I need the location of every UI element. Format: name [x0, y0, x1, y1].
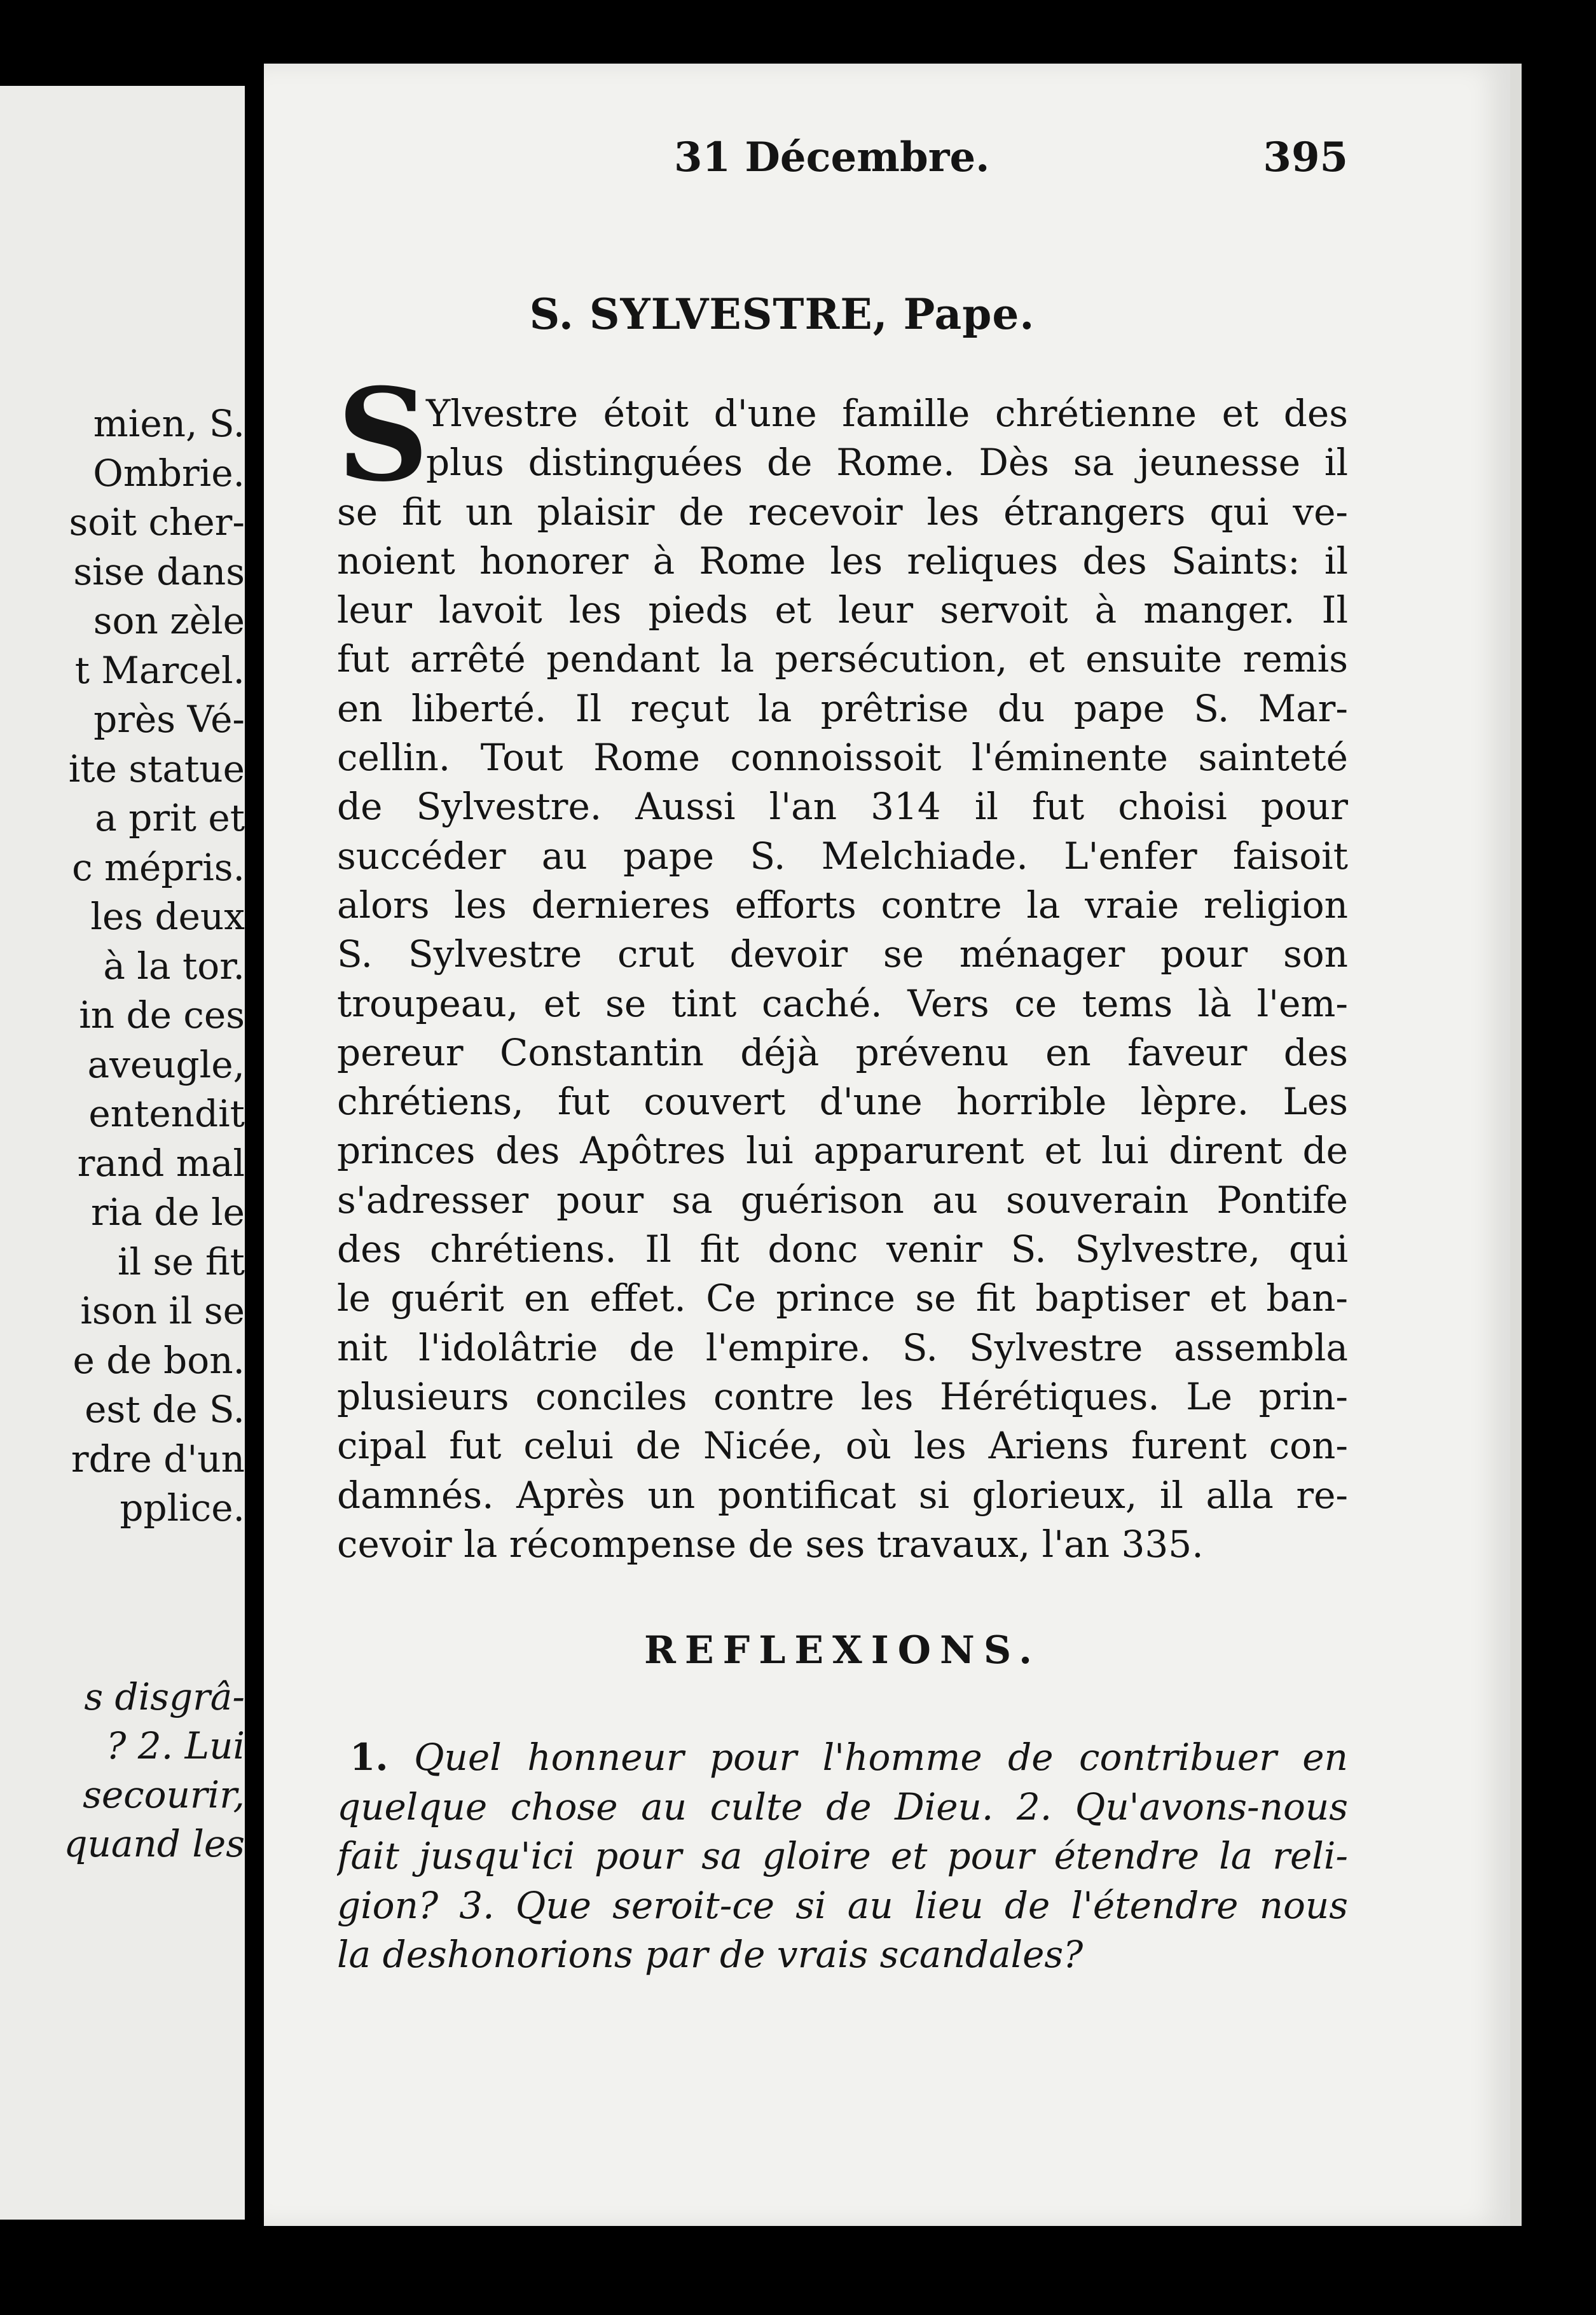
facing-page-line: entendit	[88, 1092, 245, 1135]
running-title: 31 Décembre.	[674, 134, 990, 181]
facing-page-line: aveugle,	[87, 1042, 245, 1086]
facing-page-line: Ombrie.	[93, 451, 245, 495]
facing-page-line: rdre d'un	[71, 1437, 245, 1481]
facing-page-line: son zèle	[93, 599, 245, 642]
facing-page-left	[0, 86, 245, 2220]
facing-page-line: in de ces	[79, 993, 245, 1037]
facing-page-line: sise dans	[73, 549, 245, 593]
reflexion-line: la deshonorions par de vrais scandales?	[337, 1933, 1083, 1976]
reflexion-line: quelque chose au culte de Dieu. 2. Qu'avons-nous	[337, 1785, 1348, 1828]
facing-page-line: ison il se	[80, 1289, 245, 1332]
facing-page-line: ite statue	[68, 747, 245, 791]
body-line: pereur Constantin déjà prévenu en faveur des	[337, 1030, 1348, 1074]
body-line: fut arrêté pendant la persécution, et ensuite remis	[337, 637, 1348, 681]
body-line: de Sylvestre. Aussi l'an 314 il fut choisi pour	[337, 785, 1348, 829]
facing-page-line: t Marcel.	[74, 648, 245, 692]
body-line: alors les dernieres efforts contre la vraie religion	[337, 883, 1348, 927]
facing-page-line: quand les	[64, 1822, 245, 1865]
body-line: princes des Apôtres lui apparurent et lui dirent de	[337, 1129, 1348, 1173]
body-line: noient honorer à Rome les reliques des Saints: il	[337, 539, 1348, 583]
body-line: damnés. Après un pontificat si glorieux, il alla re-	[337, 1473, 1348, 1517]
drop-cap: S	[337, 361, 429, 510]
body-line: nit l'idolâtrie de l'empire. S. Sylvestre assembla	[337, 1325, 1348, 1369]
reflexion-number: 1.	[350, 1736, 389, 1779]
body-line: le guérit en effet. Ce prince se fit baptiser et ban-	[337, 1276, 1348, 1320]
facing-page-line: les deux	[90, 895, 245, 938]
facing-page-line: mien, S.	[93, 402, 245, 445]
facing-page-line: c mépris.	[72, 845, 245, 889]
reflexion-line	[337, 1733, 1348, 1783]
facing-page-line: ria de le	[90, 1191, 245, 1234]
body-line: des chrétiens. Il fit donc venir S. Sylvestre, qui	[337, 1227, 1348, 1271]
page-number: 395	[1263, 134, 1348, 181]
reflexion-line: gion? 3. Que seroit-ce si au lieu de l'étendre nous	[337, 1883, 1348, 1927]
facing-page-line: s disgrâ-	[84, 1675, 245, 1718]
body-line: cellin. Tout Rome connoissoit l'éminente sainteté	[337, 736, 1348, 780]
body-line: leur lavoit les pieds et leur servoit à manger. Il	[337, 588, 1348, 632]
body-line: cipal fut celui de Nicée, où les Ariens furent con-	[337, 1424, 1348, 1468]
body-line: troupeau, et se tint caché. Vers ce tems là l'em-	[337, 981, 1348, 1025]
body-line: s'adresser pour sa guérison au souverain Pontife	[337, 1178, 1348, 1222]
reflexion-line-text: Quel honneur pour l'homme de contribuer en	[414, 1736, 1348, 1779]
facing-page-line: e de bon.	[72, 1338, 245, 1382]
facing-page-line: près Vé-	[93, 698, 245, 741]
article-body	[337, 389, 1348, 1569]
facing-page-line: à la tor.	[103, 944, 245, 988]
body-line: S. Sylvestre crut devoir se ménager pour son	[337, 932, 1348, 976]
body-line: en liberté. Il reçut la prêtrise du pape S. Mar-	[337, 686, 1348, 730]
body-line: plusieurs conciles contre les Hérétiques. Le prin-	[337, 1374, 1348, 1418]
facing-page-line: ? 2. Lui	[106, 1724, 245, 1767]
running-header	[413, 134, 1348, 191]
reflexion-line: fait jusqu'ici pour sa gloire et pour étendre la reli-	[337, 1834, 1348, 1877]
article-title: S. SYLVESTRE, Pape.	[529, 289, 1035, 339]
facing-page-line: est de S.	[85, 1388, 245, 1431]
reflexions-heading: REFLEXIONS.	[644, 1628, 1041, 1673]
body-line: chrétiens, fut couvert d'une horrible lèpre. Les	[337, 1080, 1348, 1124]
body-line: cevoir la récompense de ses travaux, l'an 335.	[337, 1522, 1204, 1566]
body-line: Ylvestre étoit d'une famille chrétienne et des	[426, 392, 1348, 435]
facing-page-line: il se fit	[117, 1240, 245, 1283]
facing-page-line: a prit et	[95, 796, 245, 840]
book-gutter	[245, 70, 264, 2251]
body-line: succéder au pape S. Melchiade. L'enfer faisoit	[337, 834, 1348, 878]
facing-page-line: rand mal	[77, 1141, 245, 1185]
reflexions-body	[337, 1733, 1348, 1980]
facing-page-line: soit cher-	[69, 501, 245, 544]
facing-page-line: secourir,	[83, 1773, 245, 1816]
body-line: se fit un plaisir de recevoir les étrangers qui ve-	[337, 490, 1348, 534]
facing-page-text	[0, 399, 245, 1533]
body-line: plus distinguées de Rome. Dès sa jeunesse il	[426, 441, 1348, 485]
facing-page-italic-text	[0, 1673, 245, 1869]
facing-page-line: pplice.	[120, 1486, 245, 1530]
